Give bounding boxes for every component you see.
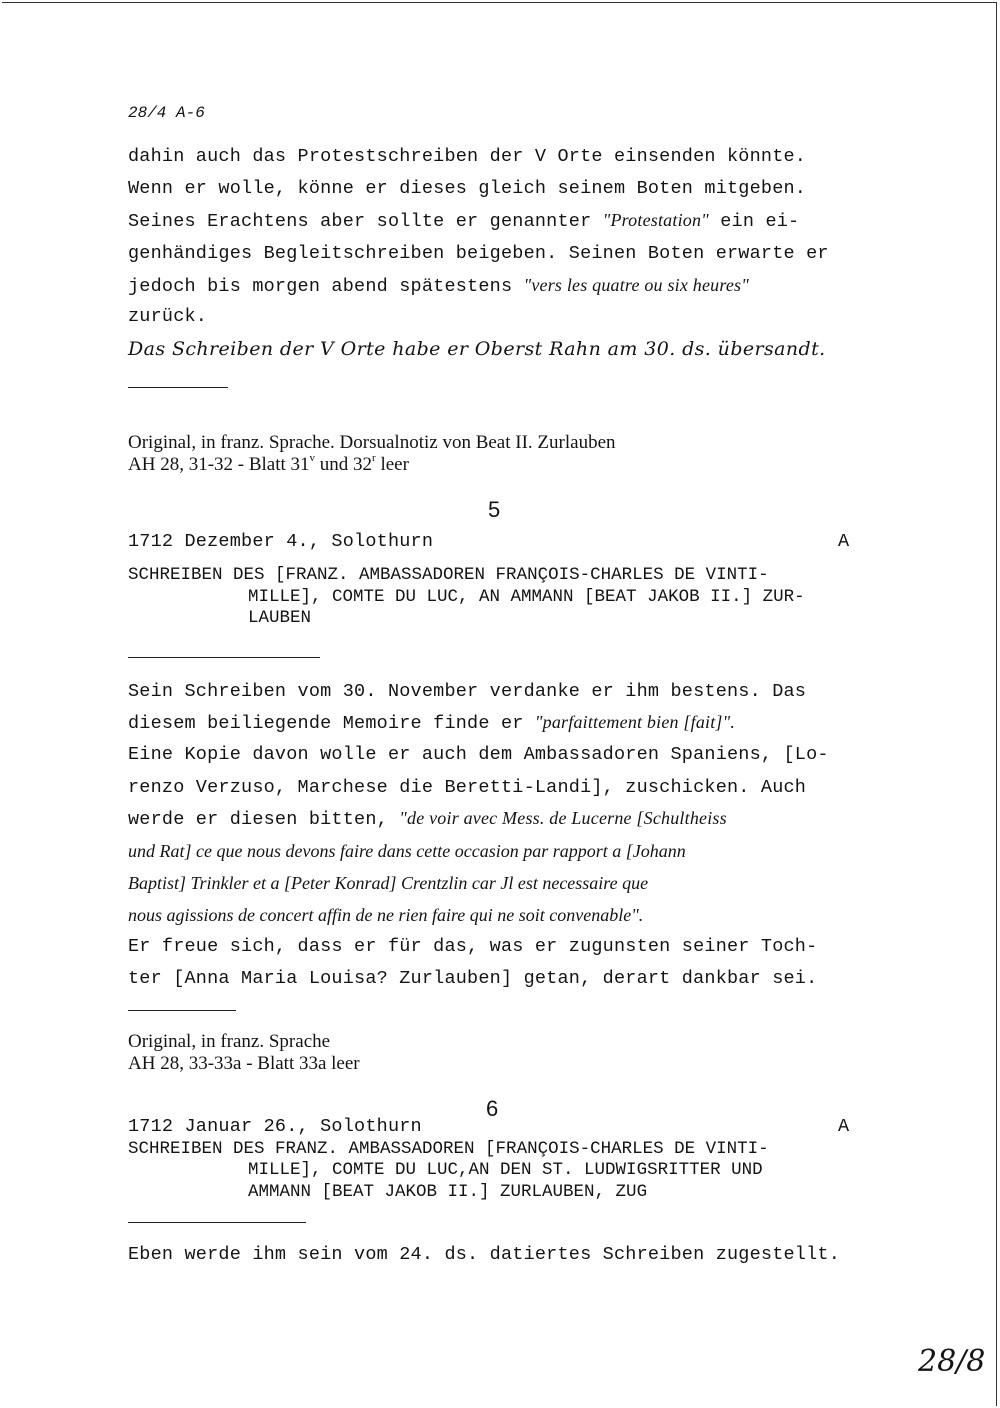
doc5-body-line-2: diesem beiliegende Memoire finde er "parfaittement bien [fait]". <box>128 712 736 734</box>
doc5-body-line-4: renzo Verzuso, Marchese die Beretti-Landi], zuschicken. Auch <box>128 777 807 798</box>
doc5-number: 5 <box>488 497 501 522</box>
doc4-source-line-2: AH 28, 31-32 - Blatt 31$^v$ und 32$^r$ leer <box>128 452 409 475</box>
doc5-body-line-6: und Rat] ce que nous devons faire dans cette occasion par rapport a [Johann <box>128 841 686 861</box>
doc4-line-6: zurück. <box>128 306 208 327</box>
doc5-source-line-2: AH 28, 33-33a - Blatt 33a leer <box>128 1053 360 1074</box>
doc5-source-line-1: Original, in franz. Sprache <box>128 1031 331 1052</box>
doc5-heading-line-3: LAUBEN <box>248 608 312 628</box>
doc4-source-line-1: Original, in franz. Sprache. Dorsualnotiz von Beat II. Zurlauben <box>128 432 616 453</box>
doc5-body-line-1: Sein Schreiben vom 30. November verdanke er ihm bestens. Das <box>128 681 807 702</box>
doc4-line-5: jedoch bis morgen abend spätestens "vers les quatre ou six heures" <box>128 275 750 297</box>
doc5-body-line-3: Eine Kopie davon wolle er auch dem Ambassadoren Spaniens, [Lo- <box>128 744 829 765</box>
doc6-heading-line-2: MILLE], COMTE DU LUC,AN DEN ST. LUDWIGSRITTER UND <box>248 1160 763 1180</box>
doc6-heading-line-1: SCHREIBEN DES FRANZ. AMBASSADOREN [FRANÇOIS-CHARLES DE VINTI- <box>128 1139 769 1159</box>
doc5-body-line-7: Baptist] Trinkler et a [Peter Konrad] Crentzlin car Jl est necessaire que <box>128 873 649 893</box>
section-divider <box>128 1222 306 1223</box>
doc6-number: 6 <box>486 1096 499 1121</box>
page-reference: 28/4 A-6 <box>128 104 205 122</box>
doc4-line-2: Wenn er wolle, könne er dieses gleich seinem Boten mitgeben. <box>128 178 807 199</box>
doc5-body-line-5: werde er diesen bitten, "de voir avec Mess. de Lucerne [Schultheiss <box>128 808 727 830</box>
doc5-body-line-9: Er freue sich, dass er für das, was er zugunsten seiner Toch- <box>128 936 818 957</box>
section-divider <box>128 387 228 388</box>
doc5-heading-line-2: MILLE], COMTE DU LUC, AN AMMANN [BEAT JAKOB II.] ZUR- <box>248 587 805 607</box>
section-divider <box>128 657 320 658</box>
handwritten-note: Das Schreiben der V Orte habe er Oberst Rahn am 30. ds. übersandt. <box>128 338 826 360</box>
doc5-heading-line-1: SCHREIBEN DES [FRANZ. AMBASSADOREN FRANÇOIS-CHARLES DE VINTI- <box>128 565 769 585</box>
doc5-body-line-8: nous agissions de concert affin de ne rien faire qui ne soit convenable". <box>128 905 644 925</box>
doc6-heading-line-3: AMMANN [BEAT JAKOB II.] ZURLAUBEN, ZUG <box>248 1182 648 1202</box>
doc6-body-line-1: Eben werde ihm sein vom 24. ds. datiertes Schreiben zugestellt. <box>128 1244 841 1265</box>
doc4-line-4: genhändiges Begleitschreiben beigeben. Seinen Boten erwarte er <box>128 243 829 264</box>
doc4-line-1: dahin auch das Protestschreiben der V Orte einsenden könnte. <box>128 146 807 167</box>
section-divider <box>128 1010 236 1011</box>
doc5-letter: A <box>838 531 850 552</box>
doc5-date-place: 1712 Dezember 4., Solothurn <box>128 531 434 552</box>
doc6-letter: A <box>838 1116 850 1137</box>
doc6-date-place: 1712 Januar 26., Solothurn <box>128 1116 422 1137</box>
handwritten-page-mark: 28/8 <box>918 1344 986 1379</box>
doc4-line-3: Seines Erachtens aber sollte er genannter "Protestation" ein ei- <box>128 210 800 232</box>
doc5-body-line-10: ter [Anna Maria Louisa? Zurlauben] getan, derart dankbar sei. <box>128 968 818 989</box>
